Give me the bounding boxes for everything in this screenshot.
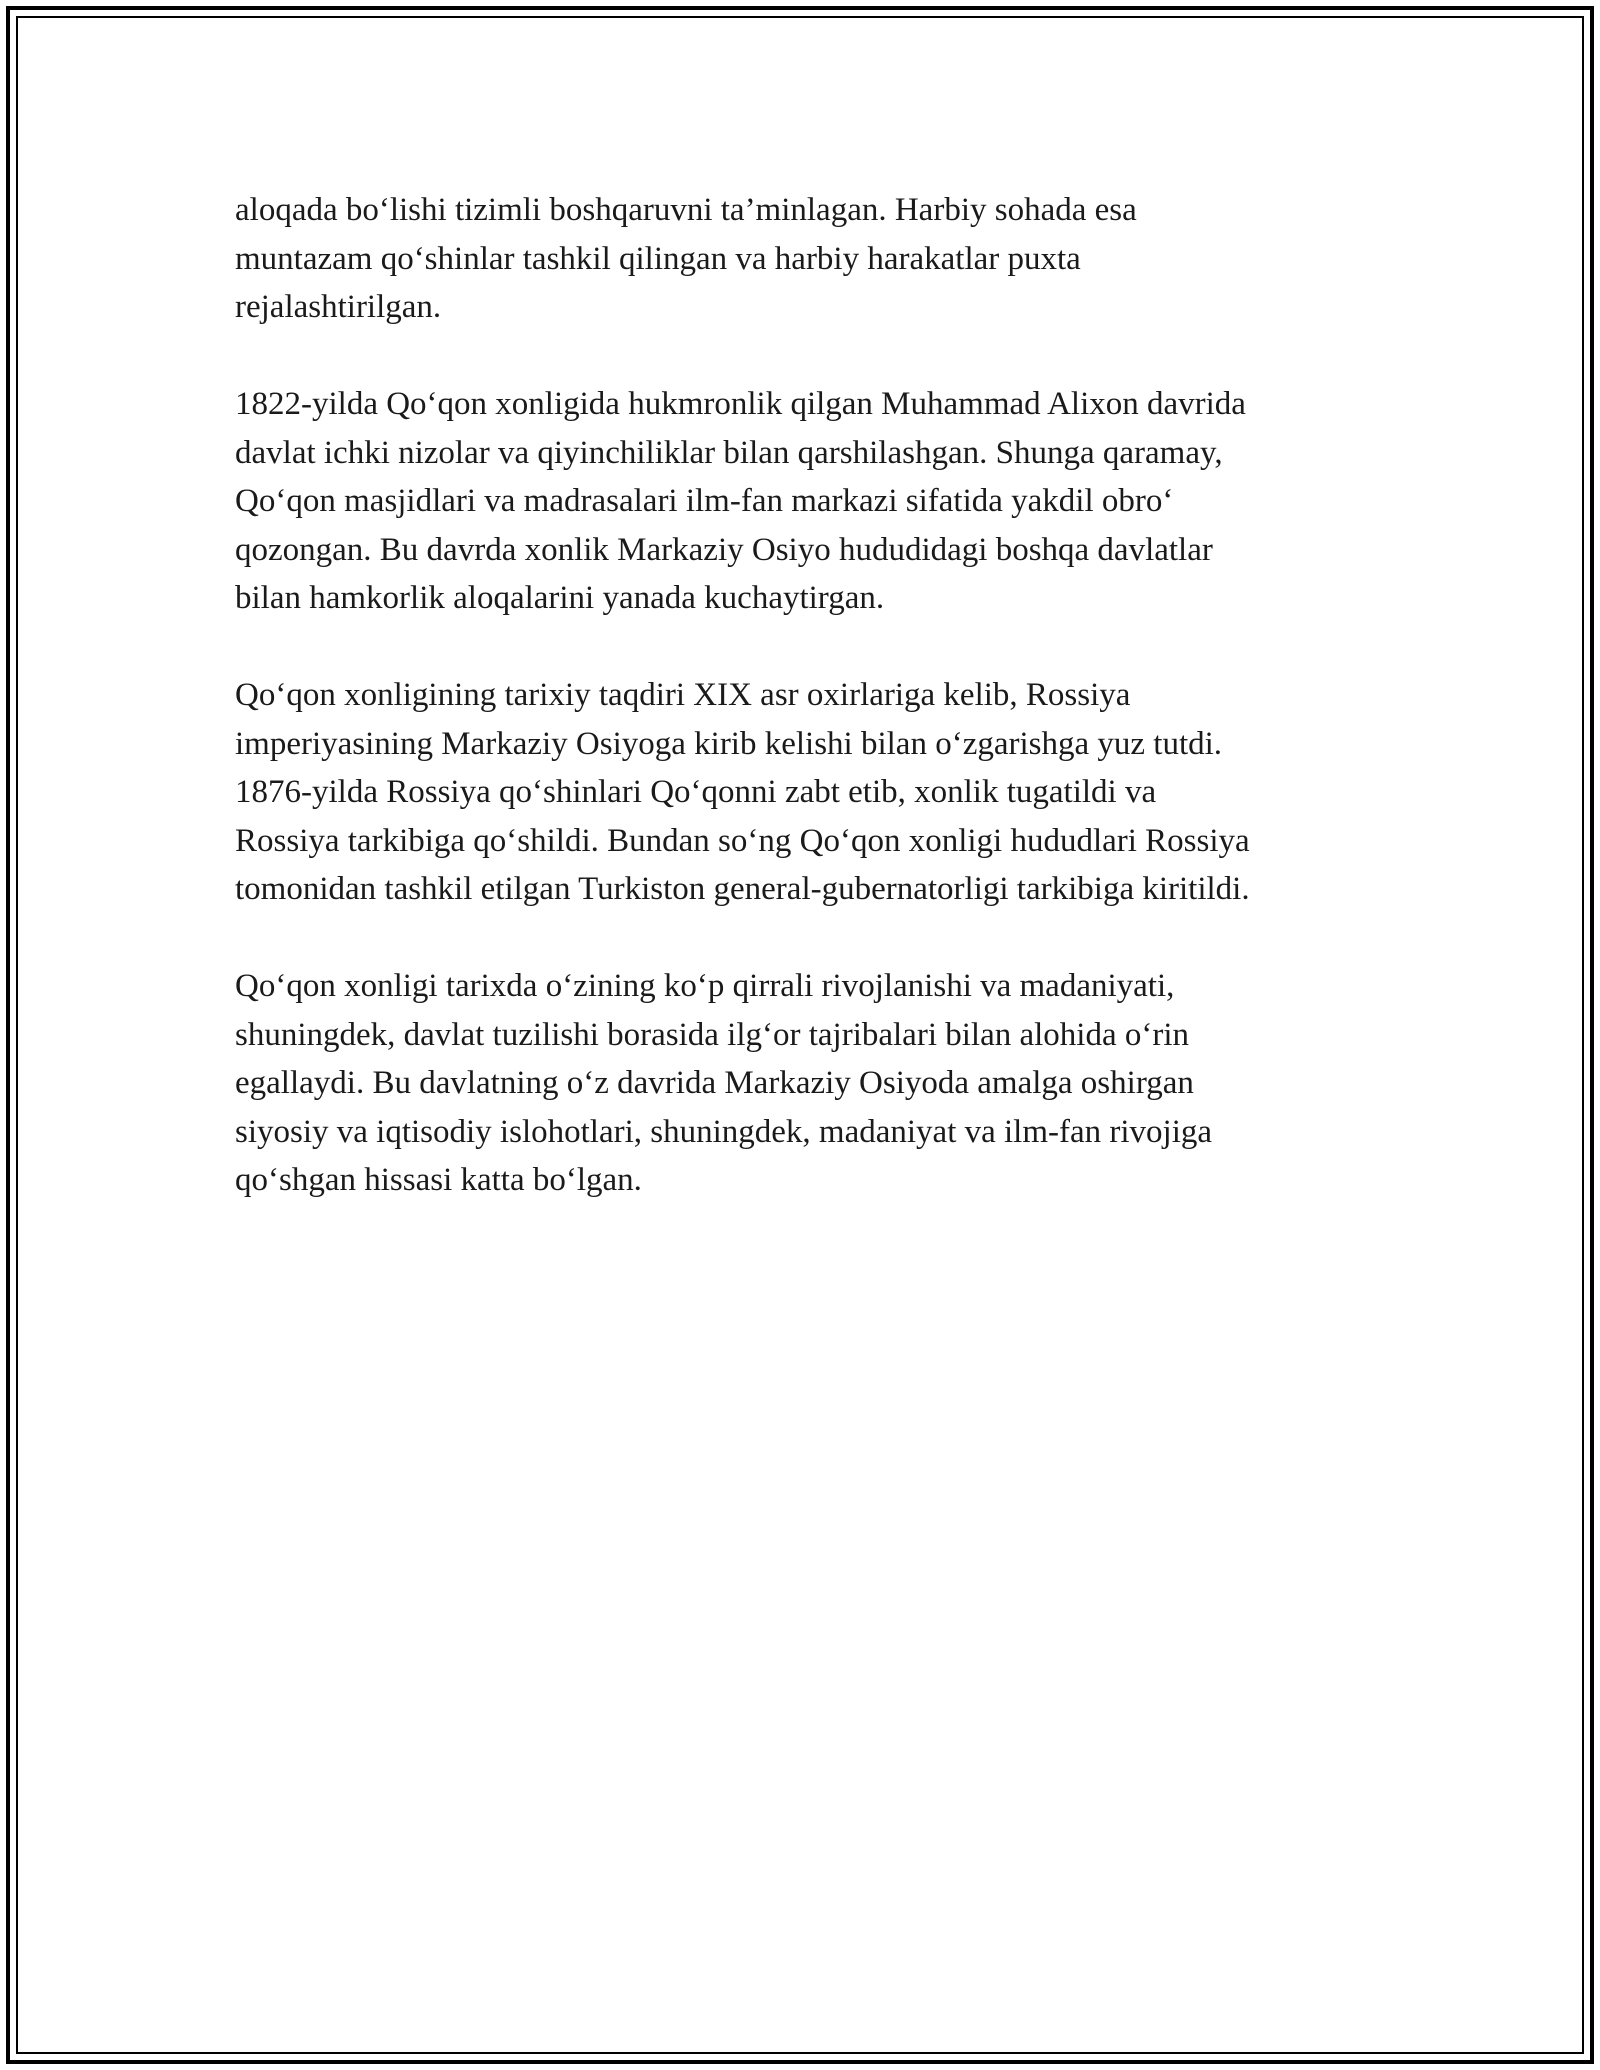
paragraph: aloqada bo‘lishi tizimli boshqaruvni ta’minlagan. Harbiy sohada esa muntazam qo‘shinlar tashkil qilingan va harbiy harakatlar puxta rejalashtirilgan.	[235, 192, 1137, 325]
paragraph: Qo‘qon xonligi tarixda o‘zining ko‘p qirrali rivojlanishi va madaniyati, shuningdek, davlat tuzilishi borasida ilg‘or tajribalari bilan alohida o‘rin egallaydi. Bu davlatning o‘z davrida Markaziy Osiyoda amalga oshirgan siyosiy va iqtisodiy islohotlari, shuningdek, madaniyat va ilm-fan rivojiga qo‘shgan hissasi katta bo‘lgan.	[235, 968, 1213, 1198]
paragraph: 1822-yilda Qo‘qon xonligida hukmronlik qilgan Muhammad Alixon davrida davlat ichki nizolar va qiyinchiliklar bilan qarshilashgan. Shunga qaramay, Qo‘qon masjidlari va madrasalari ilm-fan markazi sifatida yakdil obro‘ qozongan. Bu davrda xonlik Markaziy Osiyo hududidagi boshqa davlatlar bilan hamkorlik aloqalarini yanada kuchaytirgan.	[235, 386, 1246, 616]
paragraph: Qo‘qon xonligining tarixiy taqdiri XIX asr oxirlariga kelib, Rossiya imperiyasining Markaziy Osiyoga kirib kelishi bilan o‘zgarishga yuz tutdi. 1876-yilda Rossiya qo‘shinlari Qo‘qonni zabt etib, xonlik tugatildi va Rossiya tarkibiga qo‘shildi. Bundan so‘ng Qo‘qon xonligi hududlari Rossiya tomonidan tashkil etilgan Turkiston general-gubernatorligi tarkibiga kiritildi.	[235, 677, 1250, 907]
document-body	[235, 186, 1375, 1253]
